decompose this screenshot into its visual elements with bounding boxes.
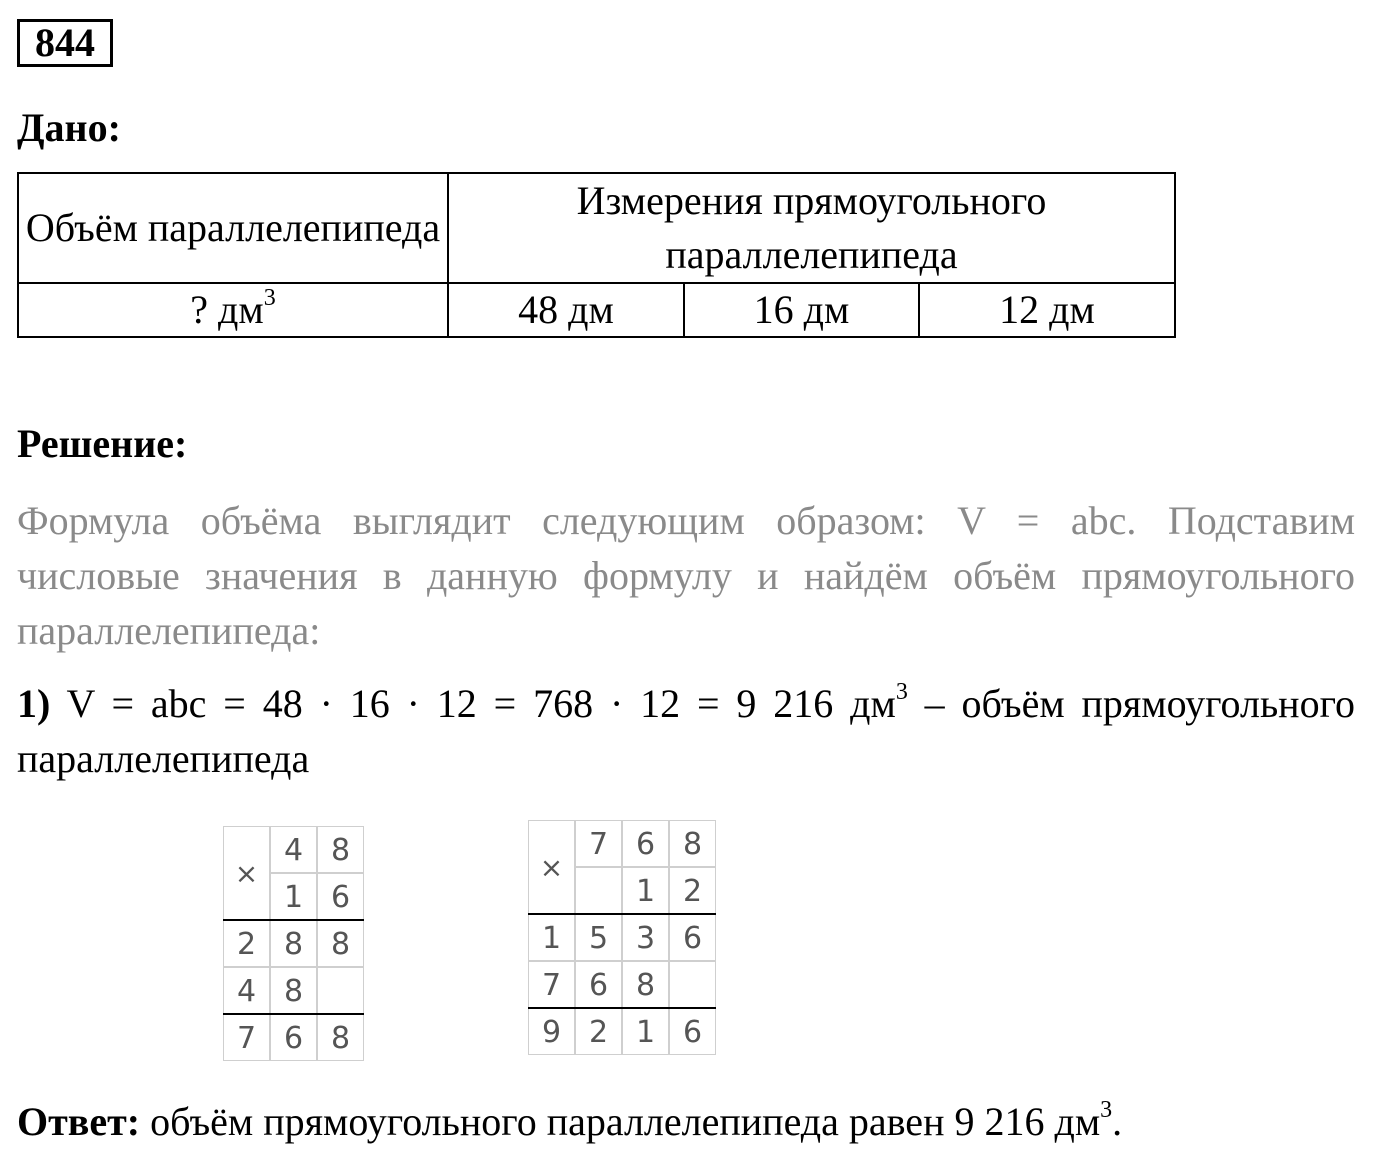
dimension-c: 12 дм bbox=[919, 283, 1175, 337]
calc-digit bbox=[575, 867, 622, 914]
calc-digit: 4 bbox=[223, 967, 270, 1014]
calc-digit: 6 bbox=[317, 873, 364, 920]
calc-digit: 8 bbox=[669, 820, 716, 867]
multiply-sign: × bbox=[223, 826, 270, 920]
answer-text: объём прямоугольного параллелепипеда равен 9 216 дм bbox=[140, 1099, 1101, 1144]
calc-digit: 2 bbox=[669, 867, 716, 914]
calc-digit: 8 bbox=[317, 826, 364, 873]
calc-digit: 8 bbox=[270, 967, 317, 1014]
calc-digit: 1 bbox=[622, 867, 669, 914]
multiplication-48-by-16 bbox=[223, 826, 364, 1061]
step-exponent: 3 bbox=[895, 679, 908, 705]
answer-exponent: 3 bbox=[1100, 1097, 1113, 1123]
calc-digit bbox=[669, 961, 716, 1008]
calc-digit: 1 bbox=[622, 1008, 669, 1055]
calc-digit: 9 bbox=[528, 1008, 575, 1055]
dimension-b: 16 дм bbox=[684, 283, 919, 337]
calc-digit: 2 bbox=[575, 1008, 622, 1055]
volume-value-text: ? дм bbox=[190, 287, 264, 332]
step-expression: V = abc = 48 · 16 · 12 = 768 · 12 = 9 216 дм bbox=[66, 681, 896, 726]
calc-digit: 8 bbox=[317, 920, 364, 967]
header-volume bbox=[18, 173, 448, 283]
multiplication-768-by-12 bbox=[528, 820, 716, 1055]
header-dimensions bbox=[448, 173, 1175, 283]
calc-digit: 1 bbox=[528, 914, 575, 961]
multiply-sign: × bbox=[528, 820, 575, 914]
dimension-a: 48 дм bbox=[448, 283, 684, 337]
calc-digit: 7 bbox=[223, 1014, 270, 1061]
calc-digit: 7 bbox=[575, 820, 622, 867]
solution-step-1 bbox=[17, 676, 1355, 786]
calc-digit: 6 bbox=[669, 914, 716, 961]
product-rule bbox=[223, 919, 364, 921]
calc-digit: 2 bbox=[223, 920, 270, 967]
problem-number: 844 bbox=[17, 19, 113, 67]
calc-digit: 3 bbox=[622, 914, 669, 961]
step-label: 1) bbox=[17, 681, 51, 726]
sum-rule bbox=[223, 1013, 364, 1015]
sum-rule bbox=[528, 1007, 716, 1009]
calc-digit: 8 bbox=[622, 961, 669, 1008]
calc-digit: 8 bbox=[317, 1014, 364, 1061]
given-heading: Дано: bbox=[17, 105, 121, 150]
header-volume-text: Объём параллелепипеда bbox=[25, 205, 441, 250]
calc-digit: 6 bbox=[669, 1008, 716, 1055]
calc-digit bbox=[317, 967, 364, 1014]
calc-digit: 8 bbox=[270, 920, 317, 967]
given-table bbox=[17, 172, 1176, 338]
solution-intro: Формула объёма выглядит следующим образом: V = abc. Подставим числовые значения в данную формулу и найдём объём прямоугольного параллелепипеда: bbox=[17, 498, 1355, 653]
calc-digit: 6 bbox=[270, 1014, 317, 1061]
calc-digit: 6 bbox=[575, 961, 622, 1008]
volume-value bbox=[18, 283, 448, 337]
calc-digit: 5 bbox=[575, 914, 622, 961]
answer-end: . bbox=[1112, 1099, 1123, 1144]
calc-digit: 6 bbox=[622, 820, 669, 867]
product-rule bbox=[528, 913, 716, 915]
calc-digit: 7 bbox=[528, 961, 575, 1008]
header-dimensions-text: Измерения прямоугольного параллелепипеда bbox=[576, 178, 1047, 277]
volume-exponent: 3 bbox=[263, 285, 276, 311]
answer-label: Ответ: bbox=[17, 1099, 141, 1144]
calc-digit: 1 bbox=[270, 873, 317, 920]
answer bbox=[17, 1094, 1122, 1149]
step-description: – объём прямоугольного параллелепипеда bbox=[17, 681, 1356, 781]
calc-digit: 4 bbox=[270, 826, 317, 873]
solution-heading: Решение: bbox=[17, 421, 188, 466]
